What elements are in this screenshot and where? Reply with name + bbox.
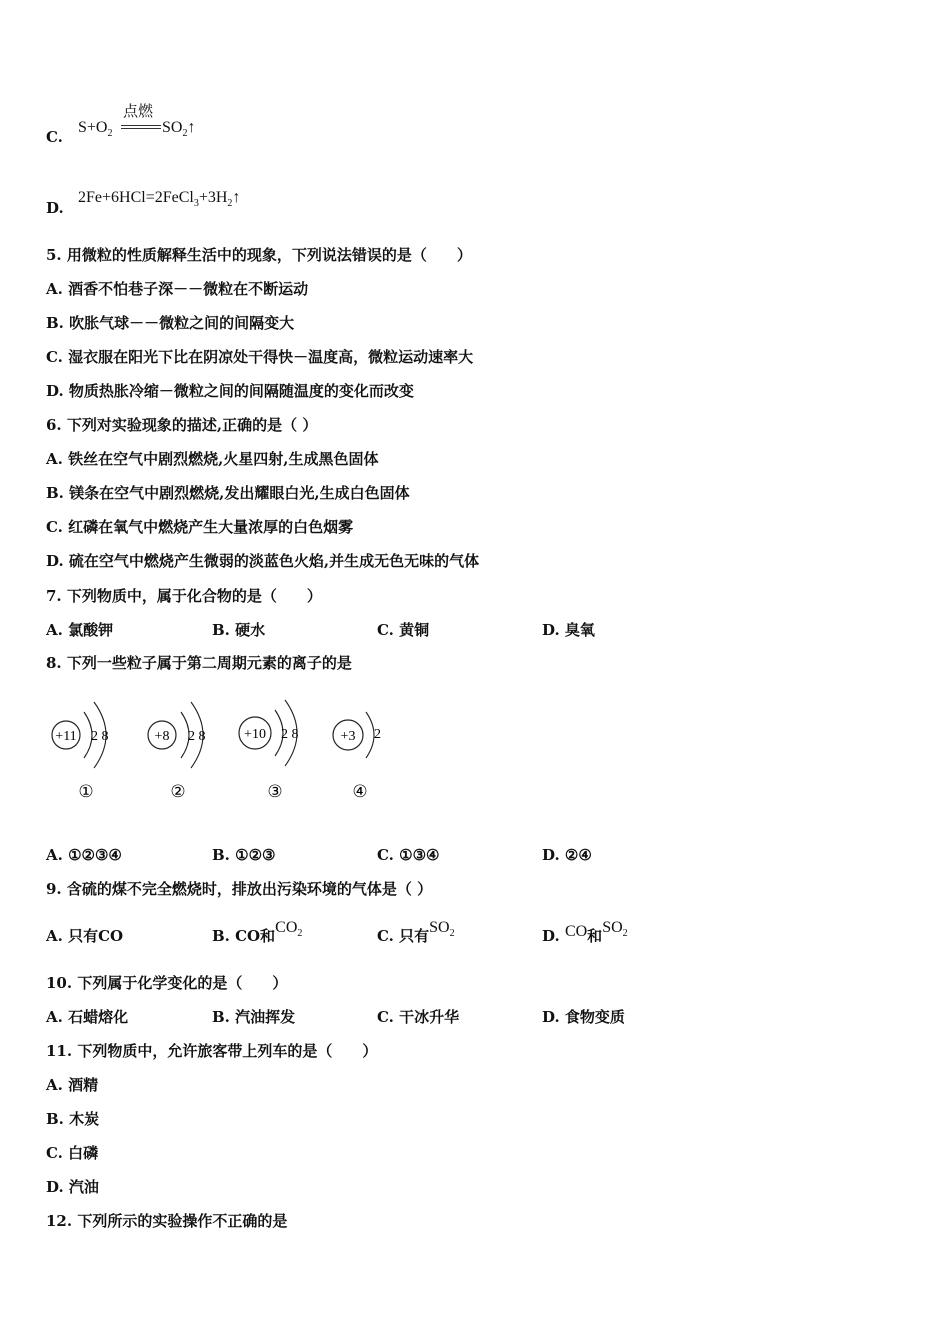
q11-option-c: C. 白磷 (46, 1144, 99, 1162)
nucleus-charge: +10 (244, 727, 266, 742)
q4-option-c-lhs: $S+O_2$ (78, 119, 113, 139)
q7-option-d: D. 臭氧 (542, 621, 595, 639)
q9-option-b-formula: $CO_2$ (275, 919, 303, 939)
q11-option-a: A. 酒精 (46, 1076, 99, 1094)
q11-option-b: B. 木炭 (46, 1110, 100, 1128)
q9-option-a: A. 只有CO (46, 927, 124, 945)
q7-option-c: C. 黄铜 (377, 621, 430, 639)
particle-diagram-1 (52, 702, 109, 768)
q5-option-c: C. 湿衣服在阳光下比在阴凉处干得快－温度高，微粒运动速率大 (46, 348, 474, 366)
particle-label-1: ① (78, 782, 94, 801)
particle-label-2: ② (170, 782, 186, 801)
q7-option-a: A. 氯酸钾 (46, 621, 114, 639)
particle-diagram-3 (239, 700, 299, 766)
q8-option-a: A. ①②③④ (46, 846, 122, 864)
particle-label-4: ④ (352, 782, 368, 801)
up-arrow-icon: ↑ (187, 119, 196, 136)
q4-option-c-rhs: $SO_2↑$ (162, 119, 196, 139)
nucleus-charge: +11 (55, 729, 77, 744)
q9-option-d-formula: $SO_2$ (602, 919, 628, 939)
q5-option-b: B. 吹胀气球－－微粒之间的间隔变大 (46, 314, 295, 332)
q10-option-d: D. 食物变质 (542, 1008, 625, 1026)
electron-shell-arc (366, 712, 374, 758)
particle-label-3: ③ (267, 782, 283, 801)
q4-option-c-label: C. (46, 128, 63, 146)
q5-option-a: A. 酒香不怕巷子深－－微粒在不断运动 (46, 280, 309, 298)
q8-option-c: C. ①③④ (377, 846, 440, 864)
q8-option-d: D. ②④ (542, 846, 592, 864)
q4-option-d-label: D. (46, 199, 64, 217)
nucleus-charge: +3 (340, 729, 356, 744)
q4-option-c-condition: 点燃 (123, 102, 154, 120)
q8-option-b: B. ①②③ (212, 846, 276, 864)
q4-option-d-formula: $2Fe+6HCl=2FeCl_3+3H_2↑$ (78, 189, 241, 209)
q10-option-b: B. 汽油挥发 (212, 1008, 296, 1026)
q6-option-d: D. 硫在空气中燃烧产生微弱的淡蓝色火焰,并生成无色无味的气体 (46, 552, 480, 570)
q10-option-c: C. 干冰升华 (377, 1008, 460, 1026)
q7-stem: 7. 下列物质中，属于化合物的是（ ） (46, 587, 322, 605)
q6-option-c: C. 红磷在氧气中燃烧产生大量浓厚的白色烟雾 (46, 518, 354, 536)
shell-electrons: 2 8 (91, 729, 109, 744)
q6-option-a: A. 铁丝在空气中剧烈燃烧,火星四射,生成黑色固体 (46, 450, 379, 468)
q5-stem: 5. 用微粒的性质解释生活中的现象，下列说法错误的是（ ） (46, 246, 472, 264)
q11-stem: 11. 下列物质中，允许旅客带上列车的是（ ） (46, 1042, 378, 1060)
q6-option-b: B. 镁条在空气中剧烈燃烧,发出耀眼白光,生成白色固体 (46, 484, 410, 502)
q9-option-b: B. CO和$CO_2$ (212, 919, 303, 945)
shell-electrons: 2 (374, 727, 381, 742)
q10-option-a: A. 石蜡熔化 (46, 1008, 129, 1026)
particle-diagram-4 (333, 712, 381, 758)
q12-stem: 12. 下列所示的实验操作不正确的是 (46, 1212, 288, 1230)
q6-stem: 6. 下列对实验现象的描述,正确的是（ ） (46, 416, 318, 434)
shell-electrons: 2 8 (281, 727, 299, 742)
q7-option-b: B. 硬水 (212, 621, 266, 639)
q9-option-c: C. 只有$SO_2$ (377, 919, 455, 945)
up-arrow-icon: ↑ (232, 189, 241, 206)
nucleus-charge: +8 (154, 729, 170, 744)
q8-stem: 8. 下列一些粒子属于第二周期元素的离子的是 (46, 654, 352, 672)
q9-option-c-formula: $SO_2$ (429, 919, 455, 939)
particle-diagram-2 (148, 702, 206, 768)
q10-stem: 10. 下列属于化学变化的是（ ） (46, 974, 288, 992)
shell-electrons: 2 8 (188, 729, 206, 744)
q5-option-d: D. 物质热胀冷缩－微粒之间的间隔随温度的变化而改变 (46, 382, 414, 400)
q9-option-d: D. CO和$SO_2$ (542, 919, 628, 945)
q11-option-d: D. 汽油 (46, 1178, 99, 1196)
q9-stem: 9. 含硫的煤不完全燃烧时，排放出污染环境的气体是（ ） (46, 880, 433, 898)
